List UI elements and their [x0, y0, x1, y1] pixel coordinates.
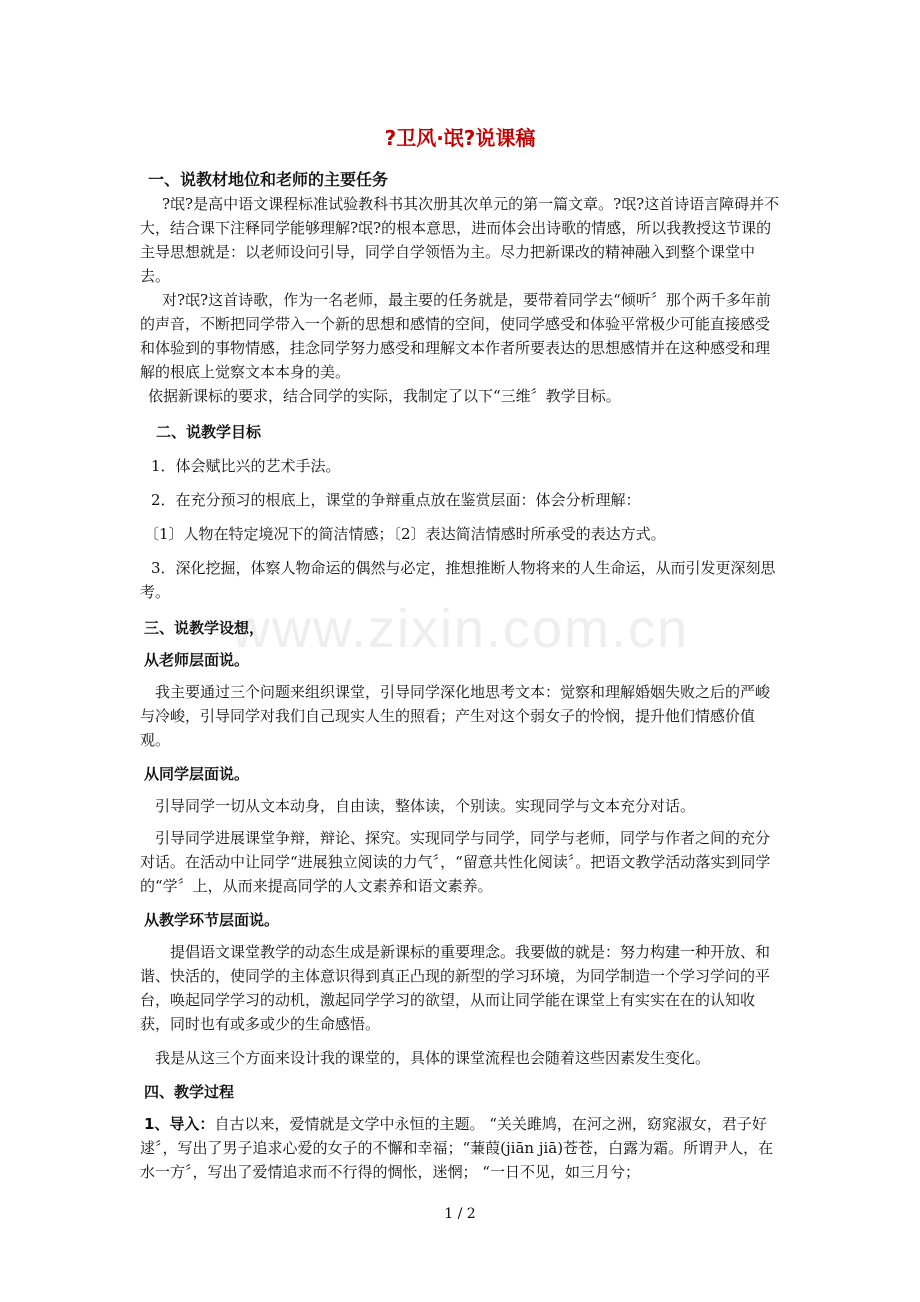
- watermark: www.zixin.com.cn: [230, 599, 690, 659]
- student-paragraph-1: 引导同学一切从文本动身，自由读，整体读，个别读。实现同学与文本充分对话。: [155, 797, 696, 815]
- teacher-paragraph: 我主要通过三个问题来组织课堂，引导同学深化地思考文本：觉察和理解婚姻失败之后的严峻 与冷峻，引导同学对我们自己现实人生的照看；产生对这个弱女子的怜悯，提升他们情感价值观。: [140, 683, 786, 749]
- design-summary: 我是从这三个方面来设计我的课堂的，具体的课堂流程也会随着这些因素发生变化。: [155, 1049, 711, 1067]
- objective-1: 1．体会赋比兴的艺术手法。: [151, 457, 341, 475]
- section-3-heading: 三、说教学设想，: [144, 619, 265, 637]
- document-title: ?卫风·氓?说课稿: [384, 126, 536, 150]
- section-1-paragraph-3: 依据新课标的要求，结合同学的实际，我制定了以下“三维〞教学目标。: [148, 387, 621, 405]
- section-1-paragraph-1: ?氓?是高中语文课程标准试验教科书其次册其次单元的第一篇文章。?氓?这首诗语言障碍并不大，结合课下注释同学能够理解?氓?的根本意思，进而体会出诗歌的情感，所以我教授这节课的主导思想就是：以老师设问引导，同学自学领悟为主。尽力把新课改的精神融入到整个课堂中去。: [140, 195, 780, 285]
- subheading-teacher: 从老师层面说。: [144, 651, 250, 669]
- section-2-heading: 二、说教学目标: [156, 423, 262, 441]
- objective-3: 3．深化挖掘，体察人物命运的偶然与必定，推想推断人物将来的人生命运，从而引发更深刻思考。: [140, 559, 776, 601]
- subheading-teaching-steps: 从教学环节层面说。: [144, 911, 280, 929]
- section-4-heading: 四、教学过程: [144, 1083, 235, 1101]
- page-number: 1 / 2: [444, 1206, 476, 1222]
- teaching-steps-paragraph: 提倡语文课堂教学的动态生成是新课标的重要理念。我要做的就是：努力构建一种开放、和谐、快活的，使同学的主体意识得到真正凸现的新型的学习环境，为同学制造一个学习学问的平台，唤起同学学习的动机，激起同学学习的欲望，从而让同学能在课堂上有实实在在的认知收获，同时也有或多或少的生命感悟。: [140, 943, 771, 1033]
- intro-paragraph: [140, 1112, 780, 1184]
- section-1-paragraph-2: 对?氓?这首诗歌，作为一名老师，最主要的任务就是，要带着同学去“倾听〞那个两千多年前的声音，不断把同学带入一个新的思想和感情的空间，使同学感受和体验平常极少可能直接感受和体验到的事物情感，挂念同学努力感受和理解文本作者所要表达的思想感情并在这种感受和理解的根底上觉察文本本身的美。: [140, 291, 771, 381]
- intro-label: 1、导入：: [144, 1115, 215, 1133]
- subheading-student: 从同学层面说。: [144, 765, 250, 783]
- objective-2: 2．在充分预习的根底上，课堂的争辩重点放在鉴赏层面：体会分析理解：: [151, 491, 641, 509]
- objective-2-detail: 〔1〕人物在特定境况下的简洁情感；〔2〕表达简洁情感时所承受的表达方式。: [144, 525, 666, 543]
- section-1-heading: 一、说教材地位和老师的主要任务: [148, 170, 389, 189]
- student-paragraph-2: 引导同学进展课堂争辩，辩论、探究。实现同学与同学，同学与老师，同学与作者之间的充分对话。在活动中让同学“进展独立阅读的力气〞，“留意共性化阅读〞。把语文教学活动落实到同学的“学〞上，从而来提高同学的人文素养和语文素养。: [140, 829, 771, 895]
- intro-text: 自古以来，爱情就是文学中永恒的主题。 “关关雎鸠，在河之洲，窈窕淑女，君子好逑〞，写出了男子追求心爱的女子的不懈和幸福；“蒹葭(jiān jiā)苍苍，白露为霜。所谓尹人，在水一方〞，写出了爱情追求而不行得的惆怅，迷惘； “一日不见，如三月兮；: [140, 1115, 774, 1181]
- document-body: [140, 168, 786, 1184]
